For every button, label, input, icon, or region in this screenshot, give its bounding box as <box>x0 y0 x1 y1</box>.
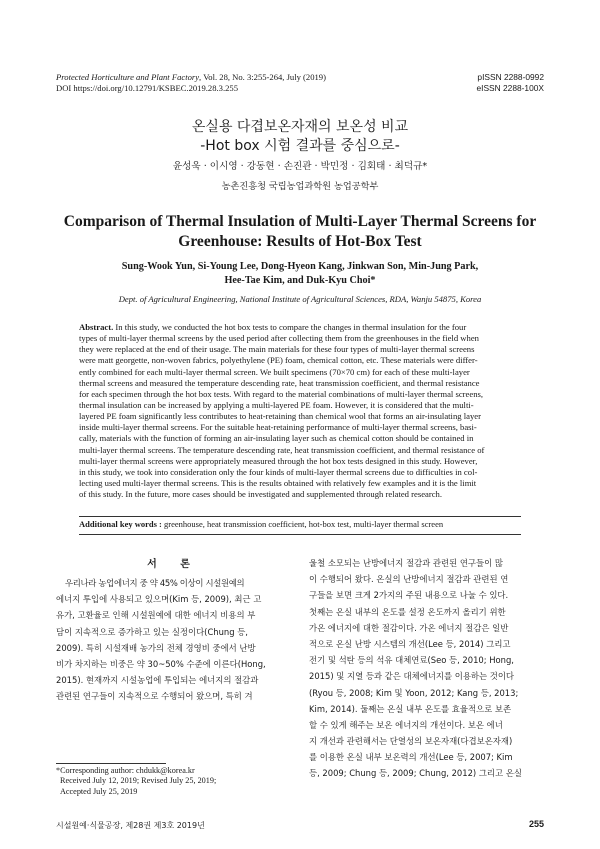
section-heading-introduction: 서 론 <box>147 559 200 570</box>
footnote <box>56 766 296 797</box>
english-title-line2: Greenhouse: Results of Hot-Box Test <box>178 233 422 250</box>
left-column-body <box>56 575 292 705</box>
english-authors-line1: Sung-Wook Yun, Si-Young Lee, Dong-Hyeon Kang, Jinkwan Son, Min-Jung Park, <box>121 261 479 272</box>
body-line: 첫째는 온실 내부의 온도를 설정 온도까지 올리기 위한 <box>309 606 506 617</box>
page-number: 255 <box>528 819 544 829</box>
issn-block <box>394 72 544 94</box>
abstract-line: types of multi-layer thermal screens by the used period after collecting them from the greenhouses in the field when <box>79 333 479 344</box>
citation-text: , Vol. 28, No. 3:255-264, July (2019) <box>199 72 326 82</box>
body-line: 유가, 고환율로 인해 시설원예에 대한 에너지 비용의 부 <box>56 610 256 621</box>
keywords-text: greenhouse, heat transmission coefficient, hot-box test, multi-layer thermal screen <box>161 519 444 529</box>
abstract-line: thermal screens and measured the temperature descending rate, heat transmission coefficient, and thermal resistance <box>79 377 480 388</box>
body-line: 지 개선과 관련해서는 단열성의 보온자재(다겹보온자재) <box>309 736 513 747</box>
english-title-line1: Comparison of Thermal Insulation of Multi-Layer Thermal Screens for <box>63 213 537 230</box>
abstract-line: for each specimen through the hot box tests. With regard to the material combinations of multi-layer thermal screens, <box>79 388 484 399</box>
body-line: 담이 지속적으로 증가하고 있는 실정이다(Chung 등, <box>56 626 248 637</box>
body-line: 전기 및 석탄 등의 석유 대체연료(Seo 등, 2010; Hong, <box>309 655 514 666</box>
body-line: 2015) 및 지열 등과 같은 대체에너지를 이용하는 것이다 <box>309 671 515 682</box>
right-column-body <box>309 555 545 782</box>
corresponding-author: *Corresponding author: chdukk@korea.kr <box>56 766 195 775</box>
abstract-line: layered PE foam significantly less contributes to heat-retaining than chemical wool that forms an air-insulating layer <box>79 411 481 422</box>
abstract-line: multi-layer thermal screens. The temperature descending rate, heat transmission coefficient, and thermal resistance of <box>79 444 485 455</box>
korean-authors: 윤성욱 · 이시영 · 강동현 · 손진관 · 박민정 · 김회태 · 최덕규* <box>172 161 428 172</box>
received-date: Received July 12, 2019; Revised July 25, 2019; <box>60 776 217 786</box>
footer-journal: 시설원예·식물공장, 제28권 제3호 2019년 <box>56 821 205 830</box>
abstract <box>79 322 521 500</box>
journal-header <box>56 72 416 94</box>
keywords-top-rule <box>79 516 521 517</box>
journal-citation <box>56 72 416 83</box>
body-line: 할 수 있게 해주는 보온 에너지의 개선이다. 보온 에너 <box>309 719 503 730</box>
body-line: 우리나라 농업에너지 중 약 45% 이상이 시설원예의 <box>65 578 245 588</box>
body-line: 적으로 온실 난방 시스템의 개선(Lee 등, 2014) 그리고 <box>309 638 511 649</box>
korean-title-line1: 온실용 다겹보온자재의 보온성 비교 <box>191 119 409 135</box>
body-line: 관련된 연구들이 지속적으로 수행되어 왔으며, 특히 겨 <box>56 691 253 702</box>
abstract-line: lecting used multi-layer thermal screens. This is the results obtained with relatively few examples and it is the limit <box>79 477 477 488</box>
abstract-line: they were replaced at the end of their usage. The main materials for these four types of multi-layer thermal screens <box>79 344 475 355</box>
body-line: Kim, 2014). 둘째는 온실 내부 온도를 효율적으로 보존 <box>309 703 512 714</box>
korean-title-line2: -Hot box 시험 결과를 중심으로- <box>200 138 400 154</box>
abstract-line <box>79 322 521 333</box>
abstract-line: in this study, we took into consideration only the four kinds of multi-layer thermal screens due to difficulties in col- <box>79 466 478 477</box>
abstract-line: cally, materials with the function of forming an air-insulating layer such as chemical cotton should be contained in <box>79 433 474 444</box>
pissn: pISSN 2288-0992 <box>477 72 544 82</box>
doi-link[interactable]: DOI https://doi.org/10.12791/KSBEC.2019.28.3.255 <box>56 83 238 93</box>
body-line: 를 이용한 온실 내부 보온력의 개선(Lee 등, 2007; Kim <box>309 752 513 763</box>
journal-name: Protected Horticulture and Plant Factory <box>56 72 200 82</box>
keywords <box>79 519 521 530</box>
abstract-line: were matt georgette, non-woven fabrics, polyethylene (PE) foam, chemical cotton, etc. These materials were differ- <box>79 355 478 366</box>
abstract-line: inside multi-layer thermal screens. For the suitable heat-retaining performance of multi-layer thermal screens, basi- <box>79 422 477 433</box>
body-line: 가온 에너지에 대한 절감이다. 가온 에너지 절감은 일반 <box>309 622 509 633</box>
body-line: (Ryou 등, 2008; Kim 및 Yoon, 2012; Kang 등, 2013; <box>309 687 519 698</box>
body-line: 에너지 투입에 사용되고 있으며(Kim 등, 2009), 최근 고 <box>56 594 262 605</box>
keywords-bottom-rule <box>79 534 521 535</box>
footnote-rule <box>56 763 166 764</box>
abstract-line: of this study. In the future, more cases should be investigated and supplemented through related research. <box>79 489 443 500</box>
body-line: 2015). 현재까지 시설농업에 투입되는 에너지의 절감과 <box>56 675 259 686</box>
korean-affiliation: 농촌진흥청 국립농업과학원 농업공학부 <box>221 181 379 192</box>
body-line: 구들을 보면 크게 2가지의 주된 내용으로 나눌 수 있다. <box>309 590 509 601</box>
abstract-text: In this study, we conducted the hot box tests to compare the changes in thermal insulation for the four <box>113 322 467 332</box>
abstract-line: multi-layer thermal screens were appropriately measured through the hot box tests designed in this study. However, <box>79 455 478 466</box>
keywords-label: Additional key words : <box>79 519 162 529</box>
body-line: 울철 소모되는 난방에너지 절감과 관련된 연구들이 많 <box>309 558 503 568</box>
body-line: 2009). 특히 시설재배 농가의 전체 경영비 중에서 난방 <box>56 642 256 653</box>
body-line: 등, 2009; Chung 등, 2009; Chung, 2012) 그리고 온실 <box>309 768 522 779</box>
english-affiliation: Dept. of Agricultural Engineering, National Institute of Agricultural Sciences, RDA, Wanju 54875, Korea <box>118 294 482 304</box>
abstract-line: thermal insulation can be increased by applying a multi-layered PE foam. However, it is considered that the multi- <box>79 399 474 410</box>
accepted-date: Accepted July 25, 2019 <box>60 786 138 796</box>
abstract-label: Abstract. <box>79 322 114 332</box>
body-line: 비가 차지하는 비중은 약 30~50% 수준에 이른다(Hong, <box>56 658 266 669</box>
abstract-line: ently combined for each multi-layer thermal screen. We built specimens (70×70 cm) for each of these multi-layer <box>79 366 470 377</box>
english-authors-line2: Hee-Tae Kim, and Duk-Kyu Choi* <box>224 275 376 286</box>
eissn: eISSN 2288-100X <box>476 83 544 93</box>
body-line: 이 수행되어 왔다. 온실의 난방에너지 절감과 관련된 연 <box>309 574 509 585</box>
